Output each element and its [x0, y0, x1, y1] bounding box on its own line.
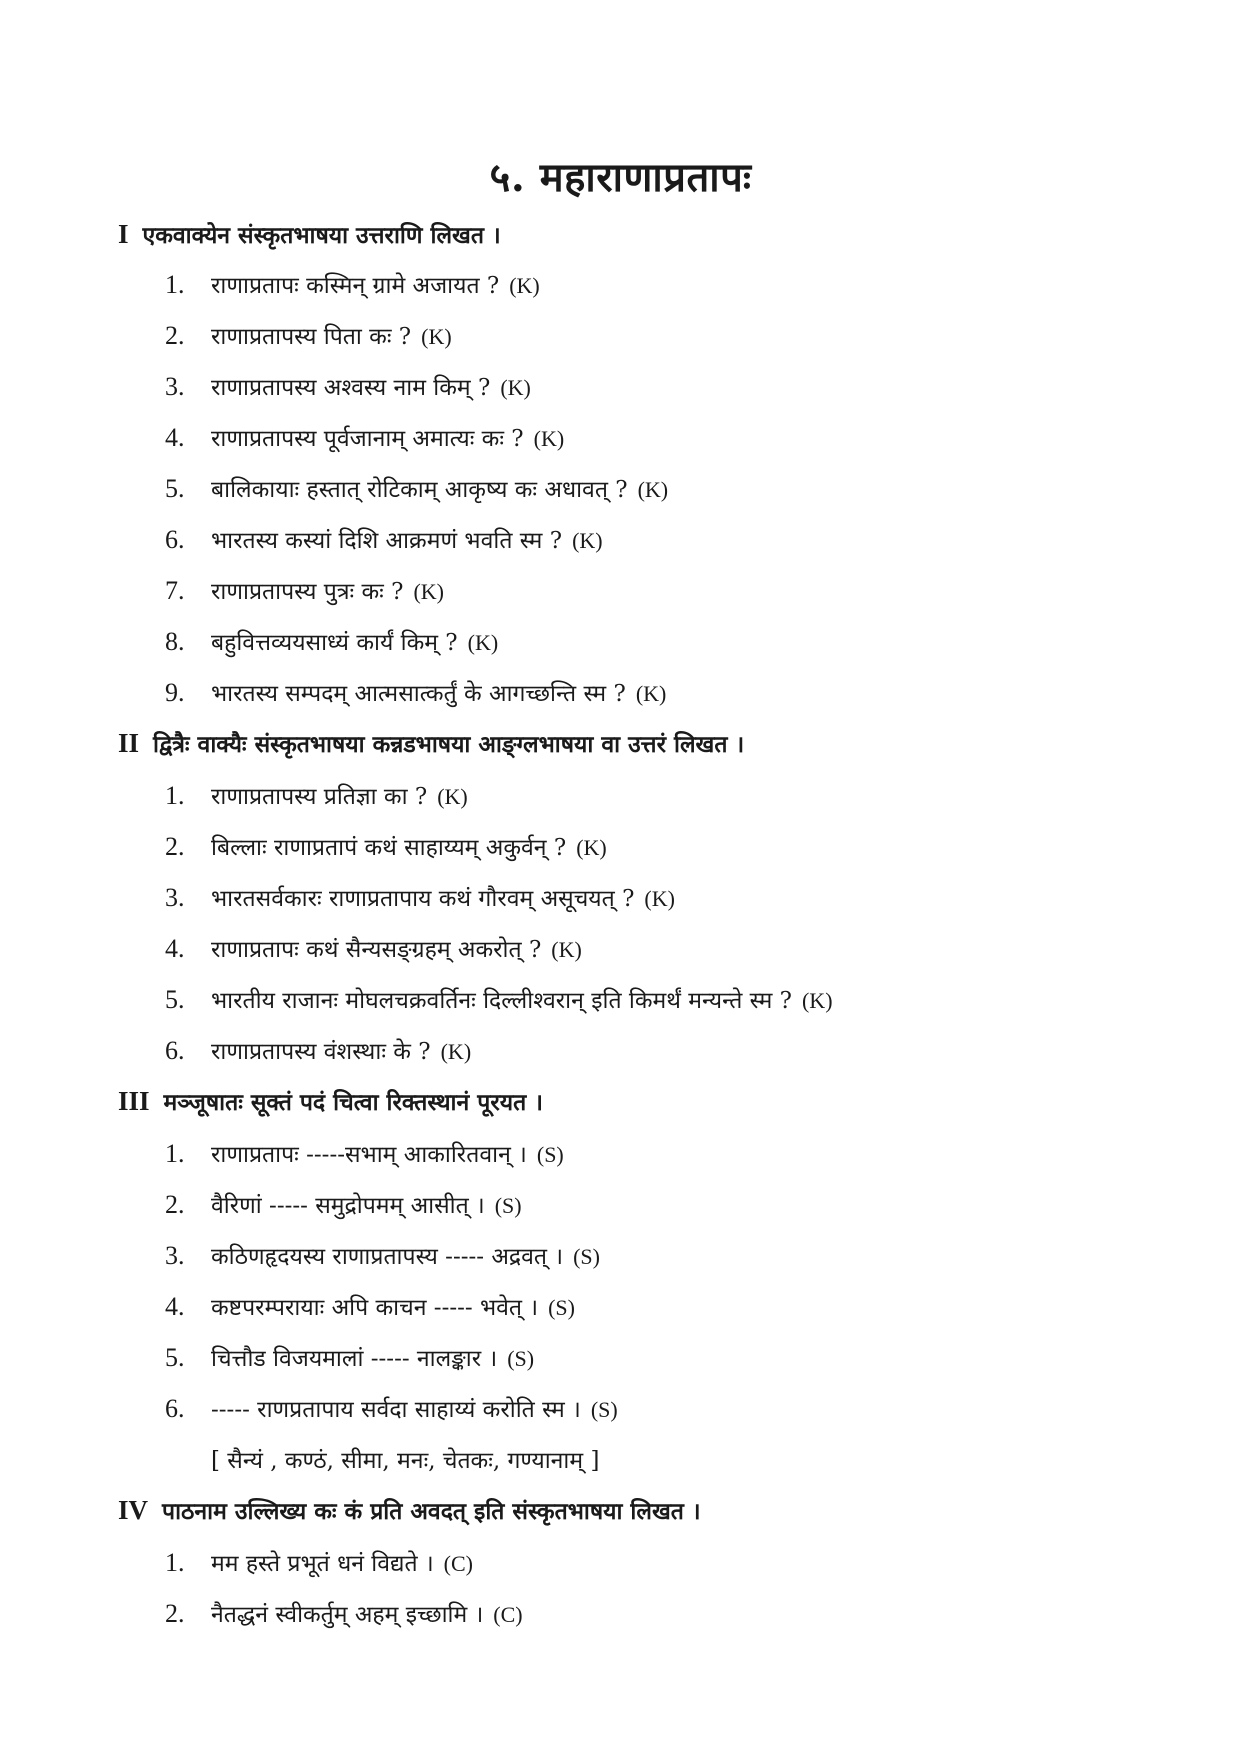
question-text: राणाप्रतापः कथं सैन्यसङ्ग्रहम् अकरोत् ?	[211, 937, 542, 963]
section-instruction: मञ्जूषातः सूक्तं पदं चित्वा रिक्तस्थानं पूरयत ।	[163, 1089, 543, 1116]
question-number: 4.	[165, 1292, 185, 1321]
question-text: राणाप्रतापस्य वंशस्थाः के ?	[211, 1039, 431, 1065]
question-text: राणाप्रतापस्य पूर्वजानाम् अमात्यः कः ?	[211, 426, 524, 452]
question-item	[165, 1137, 564, 1169]
question-tag: (K)	[437, 784, 468, 809]
question-text: राणाप्रतापस्य पिता कः ?	[211, 324, 412, 350]
section-numeral: III	[118, 1086, 150, 1116]
question-item	[165, 421, 564, 453]
section-numeral: II	[118, 728, 140, 758]
question-item	[165, 1597, 523, 1629]
section-heading-3	[118, 1085, 543, 1117]
question-tag: (K)	[509, 273, 540, 298]
section-instruction: एकवाक्येन संस्कृतभाषया उत्तराणि लिखत ।	[142, 222, 501, 249]
question-number: 8.	[165, 627, 185, 656]
question-tag: (K)	[644, 886, 675, 911]
question-text: चित्तौड विजयमालां ----- नालङ्कार ।	[211, 1346, 498, 1372]
question-text: बालिकायाः हस्तात् रोटिकाम् आकृष्य कः अधावत् ?	[211, 477, 628, 503]
question-tag: (K)	[801, 988, 833, 1013]
question-item	[165, 676, 666, 708]
question-text: ----- राणप्रतापाय सर्वदा साहाय्यं करोति स्म ।	[211, 1397, 581, 1423]
question-tag: (K)	[467, 630, 499, 655]
question-number: 2.	[165, 1190, 185, 1219]
question-tag: (S)	[573, 1244, 600, 1269]
question-number: 2.	[165, 1599, 185, 1628]
question-tag: (K)	[421, 324, 452, 349]
question-item	[165, 932, 582, 964]
question-tag: (K)	[576, 835, 607, 860]
section-heading-2	[118, 727, 744, 759]
question-item	[165, 1034, 471, 1066]
question-item	[165, 983, 833, 1015]
section-heading-1	[118, 218, 501, 250]
question-text: भारतसर्वकारः राणाप्रतापाय कथं गौरवम् असूचयत् ?	[211, 886, 635, 912]
question-number: 1.	[165, 781, 185, 810]
question-number: 6.	[165, 1036, 185, 1065]
question-item	[165, 370, 531, 402]
question-item	[165, 830, 607, 862]
question-tag: (S)	[494, 1193, 522, 1218]
section-heading-4	[118, 1494, 701, 1526]
question-item	[165, 523, 603, 555]
question-number: 1.	[165, 1548, 185, 1577]
question-number: 6.	[165, 525, 185, 554]
question-text: राणाप्रतापस्य प्रतिज्ञा का ?	[211, 784, 428, 810]
question-item	[165, 625, 498, 657]
page-title: ५. महाराणाप्रतापः	[489, 154, 752, 201]
question-tag: (K)	[572, 528, 603, 553]
question-number: 5.	[165, 1343, 185, 1372]
question-text: कष्टपरम्परायाः अपि काचन ----- भवेत् ।	[211, 1295, 539, 1321]
question-tag: (K)	[637, 477, 669, 502]
question-item	[165, 881, 675, 913]
question-text: कठिणहृदयस्य राणाप्रतापस्य ----- अद्रवत् ।	[211, 1244, 564, 1270]
question-text: बिल्लाः राणाप्रतापं कथं साहाय्यम् अकुर्वन् ?	[211, 835, 567, 861]
question-number: 3.	[165, 883, 185, 912]
question-item	[165, 1188, 522, 1220]
question-number: 9.	[165, 678, 185, 707]
section-instruction: द्वित्रैः वाक्यैः संस्कृतभाषया कन्नडभाषया आङ्ग्लभाषया वा उत्तरं लिखत ।	[153, 731, 745, 758]
question-number: 1.	[165, 270, 185, 299]
question-text: नैतद्धनं स्वीकर्तुम् अहम् इच्छामि ।	[211, 1602, 484, 1628]
question-tag: (S)	[507, 1346, 535, 1371]
question-text: भारतीय राजानः मोघलचक्रवर्तिनः दिल्लीश्वरान् इति किमर्थं मन्यन्ते स्म ?	[211, 988, 792, 1014]
question-item	[165, 1239, 600, 1271]
question-tag: (K)	[635, 681, 667, 706]
question-item	[165, 1341, 534, 1373]
question-text: वैरिणां ----- समुद्रोपमम् आसीत् ।	[211, 1193, 485, 1219]
question-number: 4.	[165, 934, 185, 963]
question-text: बहुवित्तव्ययसाध्यं कार्यं किम् ?	[211, 630, 458, 656]
question-number: 3.	[165, 372, 185, 401]
question-tag: (C)	[443, 1551, 473, 1576]
section-numeral: IV	[118, 1495, 149, 1525]
question-text: राणाप्रतापस्य पुत्रः कः ?	[211, 579, 404, 605]
question-number: 2.	[165, 321, 185, 350]
question-tag: (K)	[500, 375, 531, 400]
question-tag: (K)	[440, 1039, 472, 1064]
question-number: 5.	[165, 985, 185, 1014]
question-tag: (C)	[493, 1602, 523, 1627]
question-text: राणाप्रतापस्य अश्वस्य नाम किम् ?	[211, 375, 491, 401]
question-number: 5.	[165, 474, 185, 503]
question-item	[165, 268, 540, 300]
question-text: राणाप्रतापः कस्मिन् ग्रामे अजायत ?	[211, 273, 500, 299]
question-tag: (S)	[548, 1295, 575, 1320]
question-tag: (K)	[413, 579, 444, 604]
question-number: 7.	[165, 576, 185, 605]
question-tag: (S)	[536, 1142, 564, 1167]
question-text: राणाप्रतापः -----सभाम् आकारितवान् ।	[211, 1142, 527, 1168]
question-text: मम हस्ते प्रभूतं धनं विद्यते ।	[211, 1551, 434, 1577]
question-number: 4.	[165, 423, 185, 452]
question-item	[165, 319, 452, 351]
question-item	[165, 779, 468, 811]
question-item	[165, 1546, 473, 1578]
question-tag: (K)	[533, 426, 565, 451]
question-item	[165, 472, 668, 504]
question-item	[165, 574, 444, 606]
question-item	[165, 1290, 575, 1322]
section-numeral: I	[118, 219, 129, 249]
question-number: 3.	[165, 1241, 185, 1270]
question-number: 2.	[165, 832, 185, 861]
question-tag: (K)	[551, 937, 582, 962]
question-number: 1.	[165, 1139, 185, 1168]
question-text: भारतस्य कस्यां दिशि आक्रमणं भवति स्म ?	[211, 528, 563, 554]
word-box-options: [ सैन्यं , कण्ठं, सीमा, मनः, चेतकः, गण्यानाम् ]	[211, 1448, 600, 1474]
question-tag: (S)	[590, 1397, 618, 1422]
section-instruction: पाठनाम उल्लिख्य कः कं प्रति अवदत् इति संस्कृतभाषया लिखत ।	[162, 1498, 701, 1525]
question-text: भारतस्य सम्पदम् आत्मसात्कर्तुं के आगच्छन्ति स्म ?	[211, 681, 626, 707]
question-item	[165, 1392, 618, 1424]
question-number: 6.	[165, 1394, 185, 1423]
